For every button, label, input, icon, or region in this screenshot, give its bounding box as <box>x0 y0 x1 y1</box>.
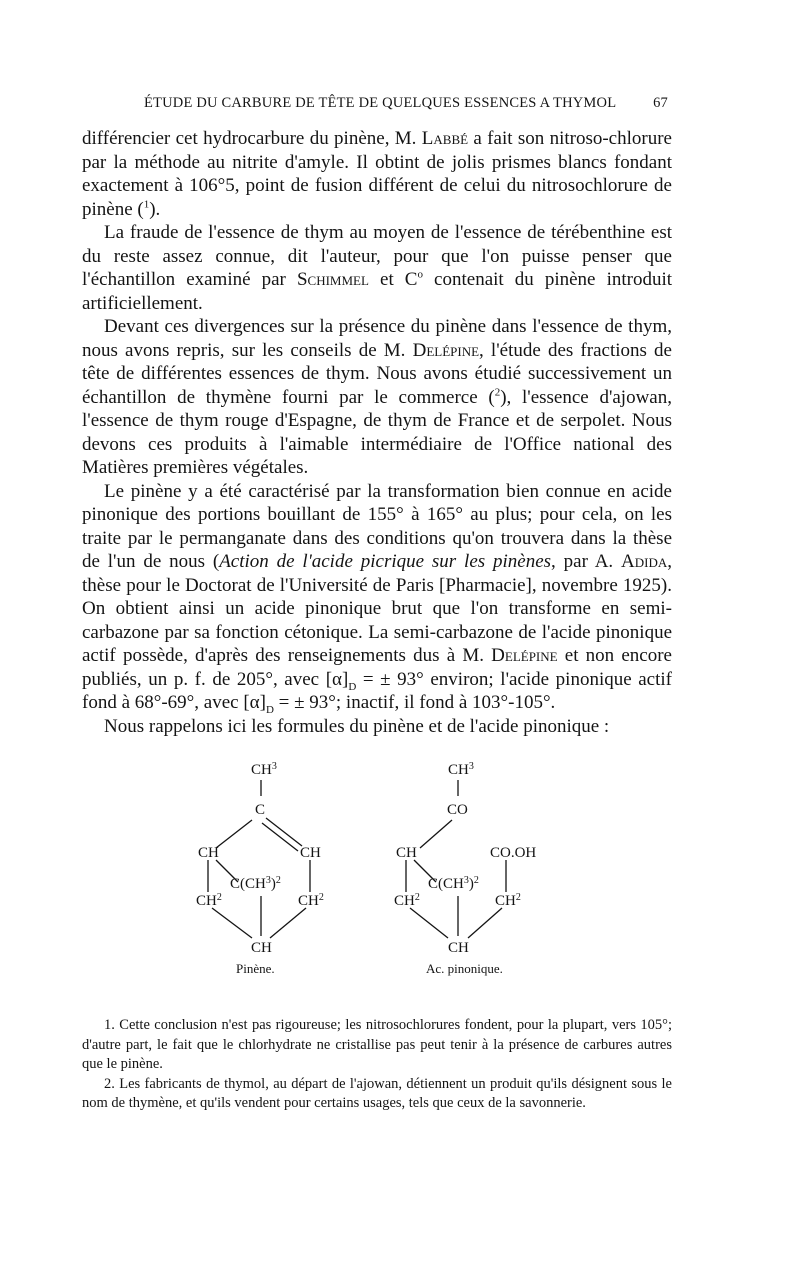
pinene-ch-bottom: CH <box>251 940 272 956</box>
pinene-c: C <box>255 802 266 818</box>
body-text <box>82 127 672 738</box>
page-header <box>82 95 668 119</box>
pinonic-ch3: $CH^3$ <box>448 761 474 778</box>
formula-diagram <box>150 760 590 980</box>
thesis-title: Action de l'acide picrique sur les pinènes <box>219 551 552 572</box>
pinene-bridge: $C(CH^3)^2$ <box>230 875 281 892</box>
pinene-ch-right: CH <box>300 845 321 861</box>
pinonic-ch-left: CH <box>396 845 417 861</box>
footnote-2: 2. Les fabricants de thymol, au départ de l'ajowan, détiennent un produit qu'ils désignent sous le nom de thymène, et qu'ils vendent pour certains usages, tels que ceux de la savonnerie. <box>82 1075 672 1111</box>
pinene-ch-left: CH <box>198 845 219 861</box>
author-name: Adida <box>621 551 668 572</box>
pinonic-ch2-left: $CH^2$ <box>394 892 420 909</box>
footnotes <box>82 1016 672 1114</box>
paragraph-1: différencier cet hydrocarbure du pinène, M. Labbé a fait son nitroso-chlorure par la méthode au nitrite d'amyle. Il obtint de jolis prismes blancs fondant exactement à 106°5, point de fusion différent de celui du nitrosochlorure de pinène ($^1$). <box>82 128 672 220</box>
pinene-caption: Pinène. <box>236 961 275 976</box>
paragraph-5: Nous rappelons ici les formules du pinène et de l'acide pinonique : <box>104 715 610 737</box>
pinonic-ch-bottom: CH <box>448 940 469 956</box>
pinonic-caption: Ac. pinonique. <box>426 961 503 976</box>
pinonic-cooh: CO.OH <box>490 845 537 861</box>
pinonic-co: CO <box>447 802 468 818</box>
pinene-ch2-right: $CH^2$ <box>298 892 324 909</box>
paragraph-3: Devant ces divergences sur la présence du pinène dans l'essence de thym, nous avons repris, sur les conseils de M. Delépine, l'étude des fractions de tête de différentes essences de thym. Nous avons étudié successivement un échantillon de thymène fourni par le commerce ($^2$), l'essence d'ajowan, l'essence de thym rouge d'Espagne, de thym de France et de serpolet. Nous devons ces produits à l'aimable intermédiaire de l'Office national des Matières premières végétales. <box>82 316 672 478</box>
footnote-ref-2: 2 <box>494 386 501 399</box>
author-name: Schimmel <box>296 269 369 290</box>
pinonic-bridge: $C(CH^3)^2$ <box>428 875 479 892</box>
structural-formulas <box>150 760 590 980</box>
pinene-ch3: $CH^3$ <box>251 761 277 778</box>
running-title: ÉTUDE DU CARBURE DE TÊTE DE QUELQUES ESSENCES A THYMOL <box>144 95 617 111</box>
author-name: Labbé <box>421 128 469 149</box>
paragraph-2: La fraude de l'essence de thym au moyen de l'essence de térébenthine est du reste assez connue, dit l'auteur, pour que l'on puisse penser que l'échantillon examiné par Schimmel et $C^o$ contenait du pinène introduit artificiellement. <box>82 222 673 314</box>
pinonic-ch2-right: $CH^2$ <box>495 892 521 909</box>
paragraph-4: Le pinène y a été caractérisé par la transformation bien connue en acide pinonique des portions bouillant de 155° à 165° au plus; pour cela, on les traite par le permanganate dans des conditions qu'on trouvera dans la thèse de l'un de nous (Action de l'acide picrique sur les pinènes, par A. Adida, thèse pour le Doctorat de l'Université de Paris [Pharmacie], novembre 1925). On obtient ainsi un acide pinonique brut que l'on transforme en semi-carbazone par sa fonction cétonique. La semi-carbazone de l'acide pinonique actif possède, d'après des renseignements dus à M. Delépine et non encore publiés, un p. f. de 205°, avec $[\alpha]_D$ = ± 93° environ; l'acide pinonique actif fond à 68°-69°, avec $[\alpha]_D$ = ± 93°; inactif, il fond à 103°-105°. <box>82 480 672 716</box>
author-name: Delépine <box>491 645 558 666</box>
author-name: Delépine <box>412 339 480 361</box>
pinene-ch2-left: $CH^2$ <box>196 892 222 909</box>
page-number: 67 <box>653 95 668 111</box>
footnote-1: 1. Cette conclusion n'est pas rigoureuse; les nitrosochlorures fondent, pour la plupart, vers 105°; d'autre part, le fait que le chlorhydrate ne cristallise pas peut tenir à la présence de carbures autres que le pinène. <box>82 1017 672 1072</box>
footnote-ref-1: 1 <box>143 198 150 211</box>
